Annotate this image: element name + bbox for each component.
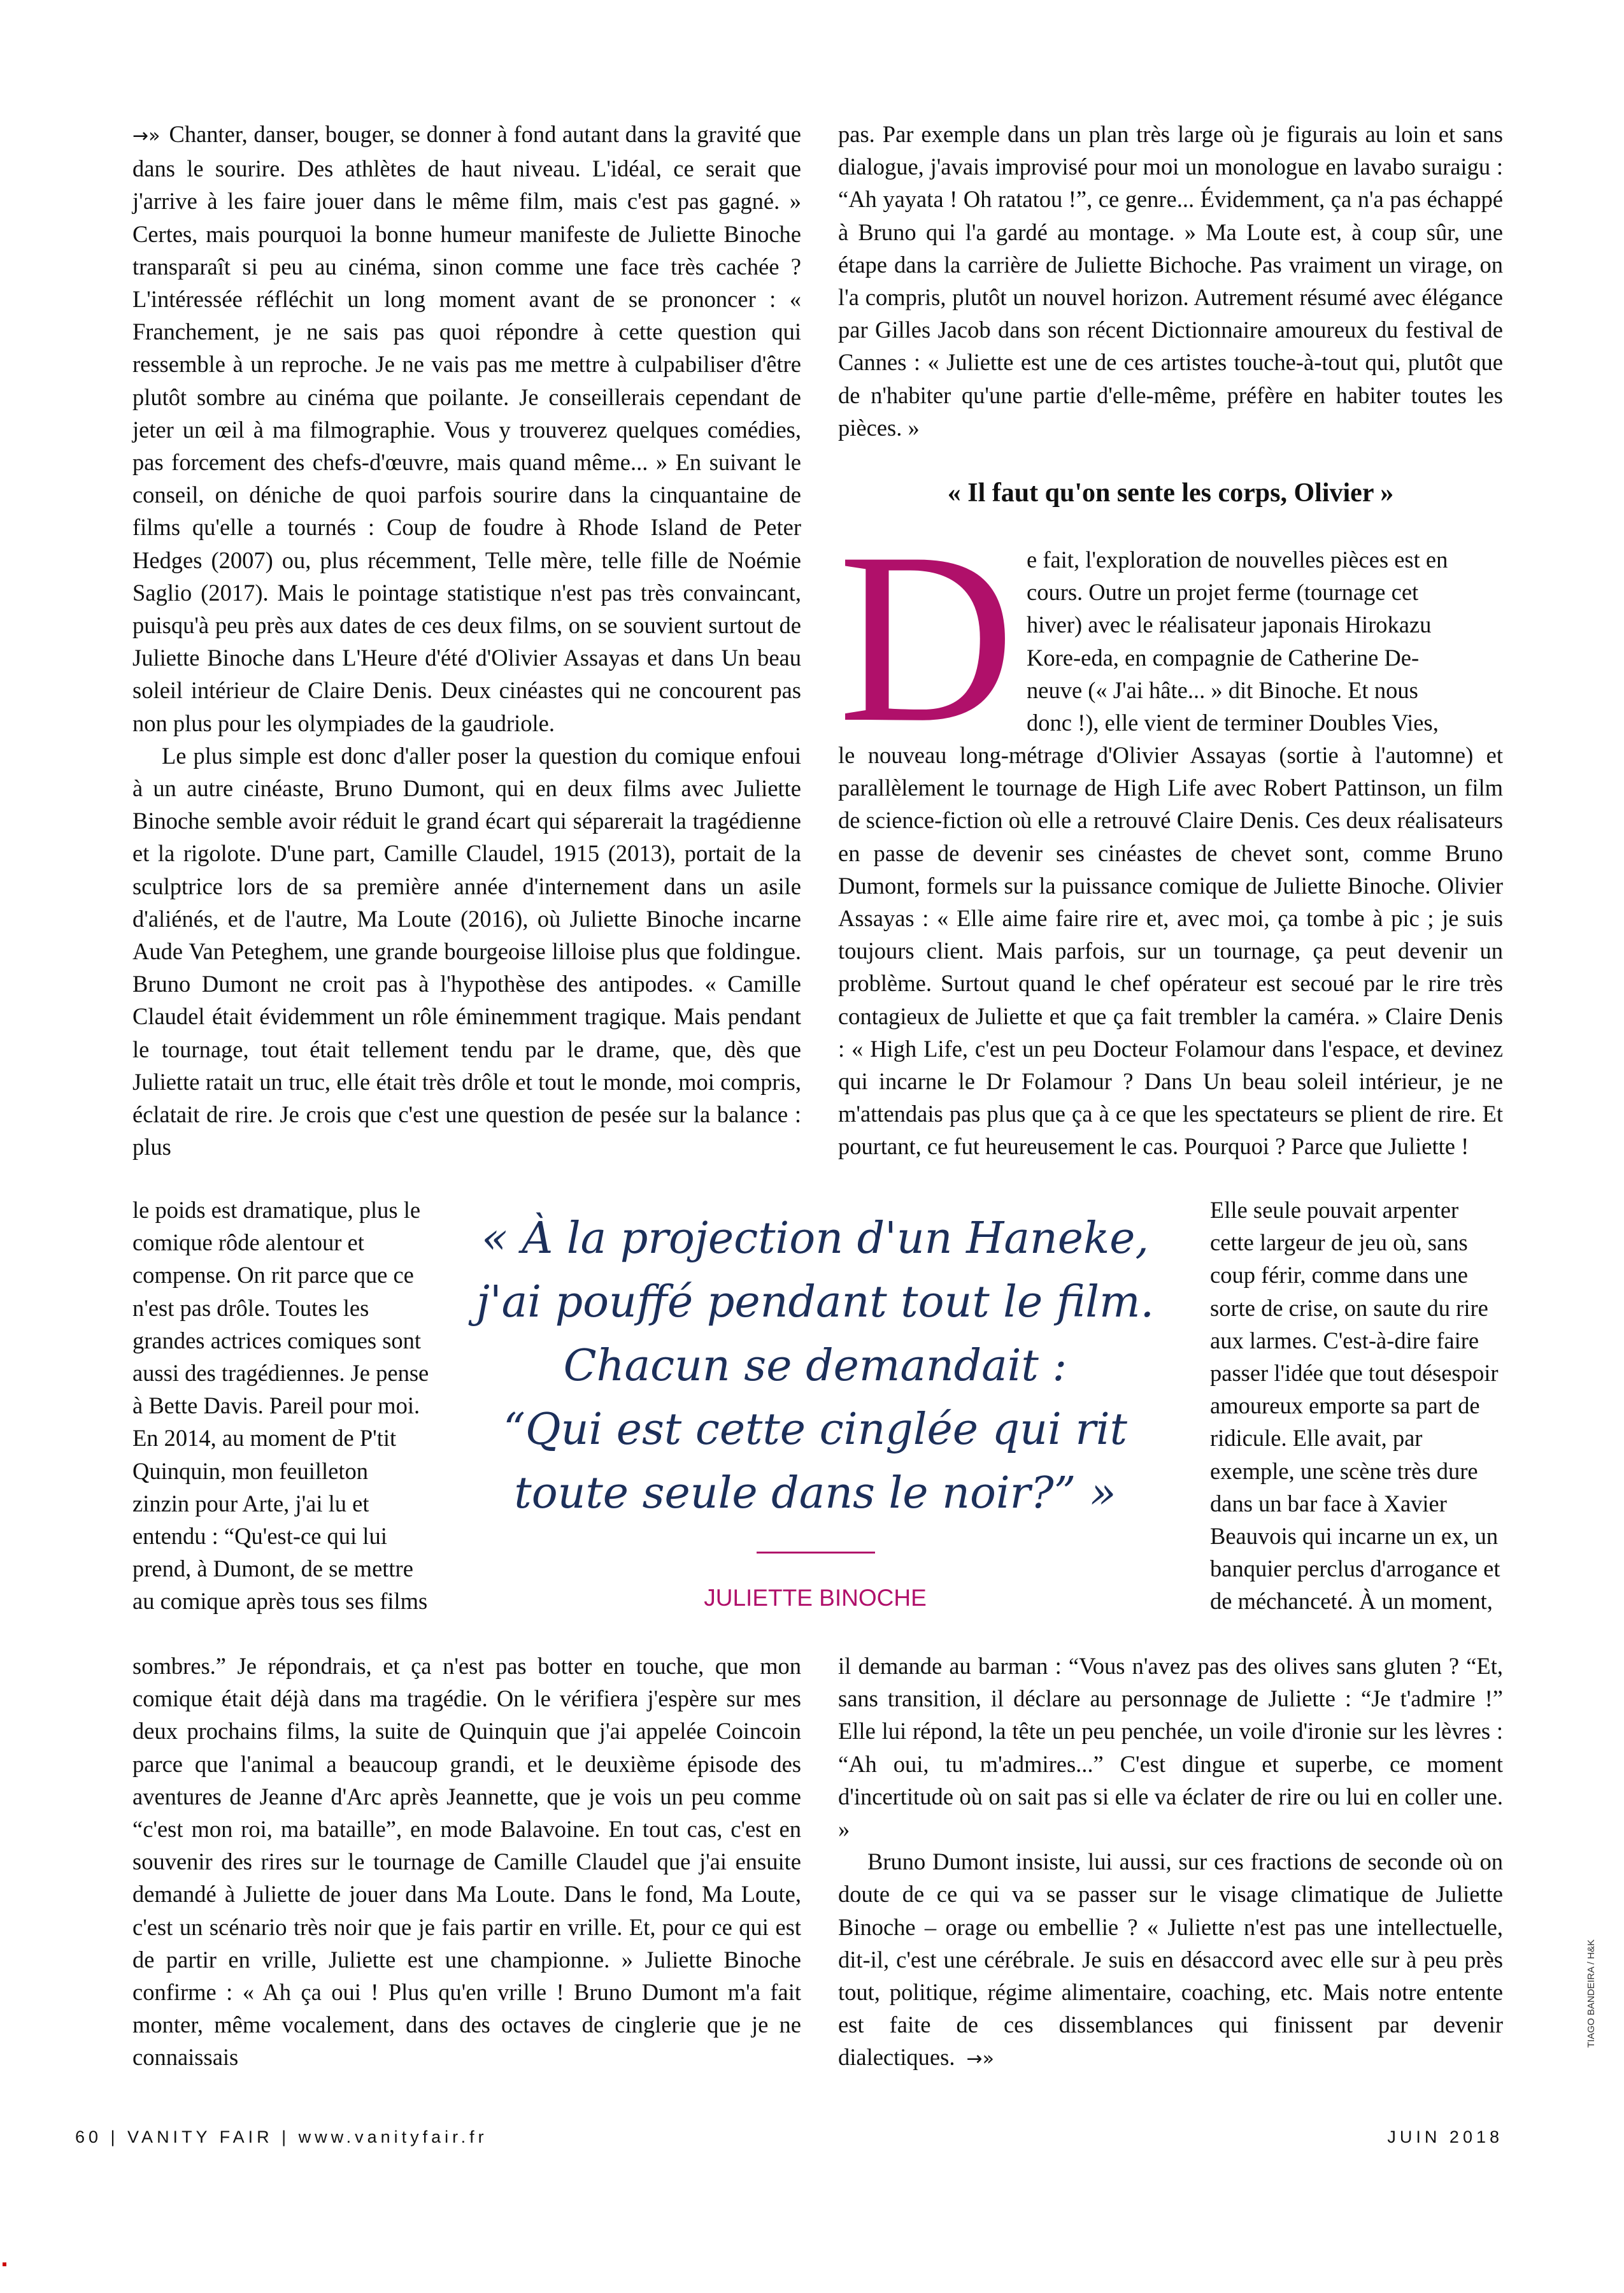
text-line: cours. Outre un projet ferme (tournage cet — [1027, 579, 1419, 606]
pull-quote-divider — [757, 1552, 875, 1554]
left-wrap-column — [132, 1194, 429, 1618]
right-column-bottom — [838, 1650, 1503, 2076]
pull-quote-author: JULIETTE BINOCHE — [704, 1585, 927, 1611]
pull-quote — [465, 1207, 1165, 1525]
photo-credit: TIAGO BANDEIRA / H&K — [1586, 1939, 1597, 2048]
text-line: neuve (« J'ai hâte... » dit Binoche. Et nous — [1027, 676, 1418, 703]
section-subheading: « Il faut qu'on sente les corps, Olivier » — [947, 478, 1394, 508]
text-line: Kore-eda, en compagnie de Catherine De- — [1027, 644, 1420, 671]
text-line: donc !), elle vient de terminer Doubles Vies, — [1027, 710, 1439, 736]
left-column — [132, 118, 801, 1164]
right-column-middle — [838, 739, 1503, 1163]
continuation-arrow-icon: →» — [132, 125, 160, 147]
pull-quote-line: toute seule dans le noir?” » — [514, 1468, 1116, 1518]
paragraph: sombres.” Je répondrais, et ça n'est pas botter en touche, que mon comique était déjà dans ma tragédie. On le vérifiera j'espère sur mes deux prochains films, la suite de Quinquin que j'ai appelée Coincoin parce que l'animal a beaucoup grandi, et le deuxième épisode des aventures de Jeanne d'Arc après Jeannette, que je vois un peu comme “c'est mon roi, ma bataille”, en mode Balavoine. En tout cas, c'est en souvenir des rires sur le tournage de Camille Claudel que j'ai ensuite demandé à Juliette de jouer dans Ma Loute. Dans le fond, Ma Loute, c'est un scénario très noir que je fais partir en vrille. Et, pour ce qui est de partir en vrille, Juliette est une championne. » Juliette Binoche confirme : « Ah ça oui ! Plus qu'en vrille ! Bruno Dumont m'a fait monter, même vocalement, dans des octaves de cinglerie que je ne connaissais — [132, 1653, 801, 2071]
paragraph: Le plus simple est donc d'aller poser la question du comique enfoui à un autre cinéaste, Bruno Dumont, qui en deux films avec Juliette Binoche semble avoir réduit le grand écart qui séparerait la tragédienne et la rigolote. D'une part, Camille Claudel, 1915 (2013), portait de la sculptrice lors de sa première année d'internement dans un asile d'aliénés, et de l'autre, Ma Loute (2016), où Juliette Binoche incarne Aude Van Peteghem, une grande bourgeoise lilloise plus que foldingue. Bruno Dumont ne croit pas à l'hypothèse des antipodes. « Camille Claudel était évidemment un rôle éminemment tragique. Mais pendant le tournage, tout était tellement tendu par le drame, que, dès que Juliette ratait un truc, elle était très drôle et tout le monde, moi compris, éclatait de rire. Je crois que c'est une question de pesée sur la balance : plus — [132, 742, 801, 1161]
pull-quote-line: « À la projection d'un Haneke, — [481, 1213, 1150, 1264]
paragraph: il demande au barman : “Vous n'avez pas des olives sans gluten ? “Et, sans transition, il déclare au personnage de Juliette : “Je t'admire !” Elle lui répond, la tête un peu penchée, un voile d'ironie sur les lèvres : “Ah oui, tu m'admires...” C'est dingue et superbe, ce moment d'incertitude où on sait pas si elle va éclater de rire ou lui en coller une. » — [838, 1653, 1503, 1843]
footer-date: JUIN 2018 — [1387, 2127, 1503, 2147]
footer-folio: 60 | VANITY FAIR | www.vanityfair.fr — [75, 2127, 488, 2147]
margin-mark — [3, 2262, 6, 2266]
pull-quote-line: Chacun se demandait : — [563, 1341, 1067, 1391]
pull-quote-line: “Qui est cette cinglée qui rit — [503, 1404, 1127, 1455]
continuation-arrow-icon: →» — [966, 2048, 994, 2071]
text-line: e fait, l'exploration de nouvelles pièces est en — [1027, 546, 1448, 573]
pull-quote-line: j'ai pouffé pendant tout le film. — [476, 1277, 1155, 1327]
dropcap-lines — [1027, 543, 1503, 739]
paragraph: Bruno Dumont insiste, lui aussi, sur ces fractions de seconde où on doute de ce qui va se passer sur le visage climatique de Juliette Binoche – orage ou embellie ? « Juliette n'est pas une intellectuelle, dit-il, c'est une cérébrale. Je suis en désaccord avec elle sur à peu près tout, politique, régime alimentaire, coaching, etc. Mais notre entente est faite de ces dissemblances qui finissent par devenir dialectiques. →» — [838, 1848, 1503, 2071]
paragraph: le poids est dramatique, plus le comique rôde alentour et compense. On rit parce que ce n'est pas drôle. Toutes les grandes actrices comiques sont aussi des tragédiennes. Je pense à Bette Davis. Pareil pour moi. En 2014, au moment de P'tit Quinquin, mon feuilleton zinzin pour Arte, j'ai lu et entendu : “Qu'est-ce qui lui prend, à Dumont, de se mettre au comique après tous ses films — [132, 1197, 429, 1615]
paragraph: pas. Par exemple dans un plan très large où je figurais au loin et sans dialogue, j'avais improvisé pour moi un monologue en lavabo suraigu : “Ah yayata ! Oh ratatou !”, ce genre... Évidemment, ça n'a pas échappé à Bruno qui l'a gardé au montage. » Ma Loute est, à coup sûr, une étape dans la carrière de Juliette Bichoche. Pas vraiment un virage, on l'a compris, plutôt un nouvel horizon. Autrement résumé avec élégance par Gilles Jacob dans son récent Dictionnaire amoureux du festival de Cannes : « Juliette est une de ces artistes touche-à-tout qui, plutôt que de n'habiter qu'une partie d'elle-même, préfère en habiter toutes les pièces. » — [838, 121, 1503, 441]
paragraph: le nouveau long-métrage d'Olivier Assayas (sortie à l'automne) et parallèlement le tournage de High Life avec Robert Pattinson, un film de science-fiction où elle a retrouvé Claire Denis. Ces deux réalisateurs en passe de devenir ses cinéastes de chevet sont, comme Bruno Dumont, formels sur la puissance comique de Juliette Binoche. Olivier Assayas : « Elle aime faire rire et, avec moi, ça tombe à pic ; je suis toujours client. Mais parfois, sur un tournage, ça peut devenir un problème. Surtout quand le chef opérateur est secoué par le rire très contagieux de Juliette et que ça fait trembler la caméra. » Claire Denis : « High Life, c'est un peu Docteur Folamour dans l'espace, et devinez qui incarne le Dr Folamour ? Dans Un beau soleil intérieur, je ne m'attendais pas plus que ça à ce que les spectateurs se plient de rire. Et pourtant, ce fut heureusement le cas. Pourquoi ? Parce que Juliette ! — [838, 742, 1503, 1160]
right-column — [838, 118, 1503, 444]
text-line: hiver) avec le réalisateur japonais Hirokazu — [1027, 611, 1432, 638]
drop-cap: D — [838, 503, 1015, 773]
right-wrap-column — [1210, 1194, 1503, 1618]
left-column-bottom — [132, 1650, 801, 2074]
paragraph: Elle seule pouvait arpenter cette largeur de jeu où, sans coup férir, comme dans une sorte de crise, on saute du rire aux larmes. C'est-à-dire faire passer l'idée que tout désespoir amoureux emporte sa part de ridicule. Elle avait, par exemple, une scène très dure dans un bar face à Xavier Beauvois qui incarne un ex, un banquier perclus d'arrogance et de méchanceté. À un moment, — [1210, 1197, 1500, 1615]
paragraph: →» Chanter, danser, bouger, se donner à fond autant dans la gravité que dans le sourire. Des athlètes de haut niveau. L'idéal, ce serait que j'arrive à les faire jouer dans le même film, mais c'est pas gagné. » Certes, mais pourquoi la bonne humeur manifeste de Juliette Binoche transparaît si peu au cinéma, sinon comme une face très cachée ? L'intéressée réfléchit un long moment avant de se prononcer : « Franchement, je ne sais pas quoi répondre à cette question qui ressemble à un reproche. Je ne vais pas me mettre à culpabiliser d'être plutôt sombre au cinéma que poilante. Je conseillerais cependant de jeter un œil à ma filmographie. Vous y trouverez quelques comédies, pas forcement des chefs-d'œuvre, mais quand même... » En suivant le conseil, on déniche de quoi parfois sourire dans la cinquantaine de films qu'elle a tournés : Coup de foudre à Rhode Island de Peter Hedges (2007) ou, plus récemment, Telle mère, telle fille de Noémie Saglio (2017). Mais le pointage statistique n'est pas très convaincant, puisqu'à peu près aux dates de ces deux films, on se souvient surtout de Juliette Binoche dans L'Heure d'été d'Olivier Assayas et dans Un beau soleil intérieur de Claire Denis. Deux cinéastes qui ne concourent pas non plus pour les olympiades de la gaudriole. — [132, 121, 801, 736]
